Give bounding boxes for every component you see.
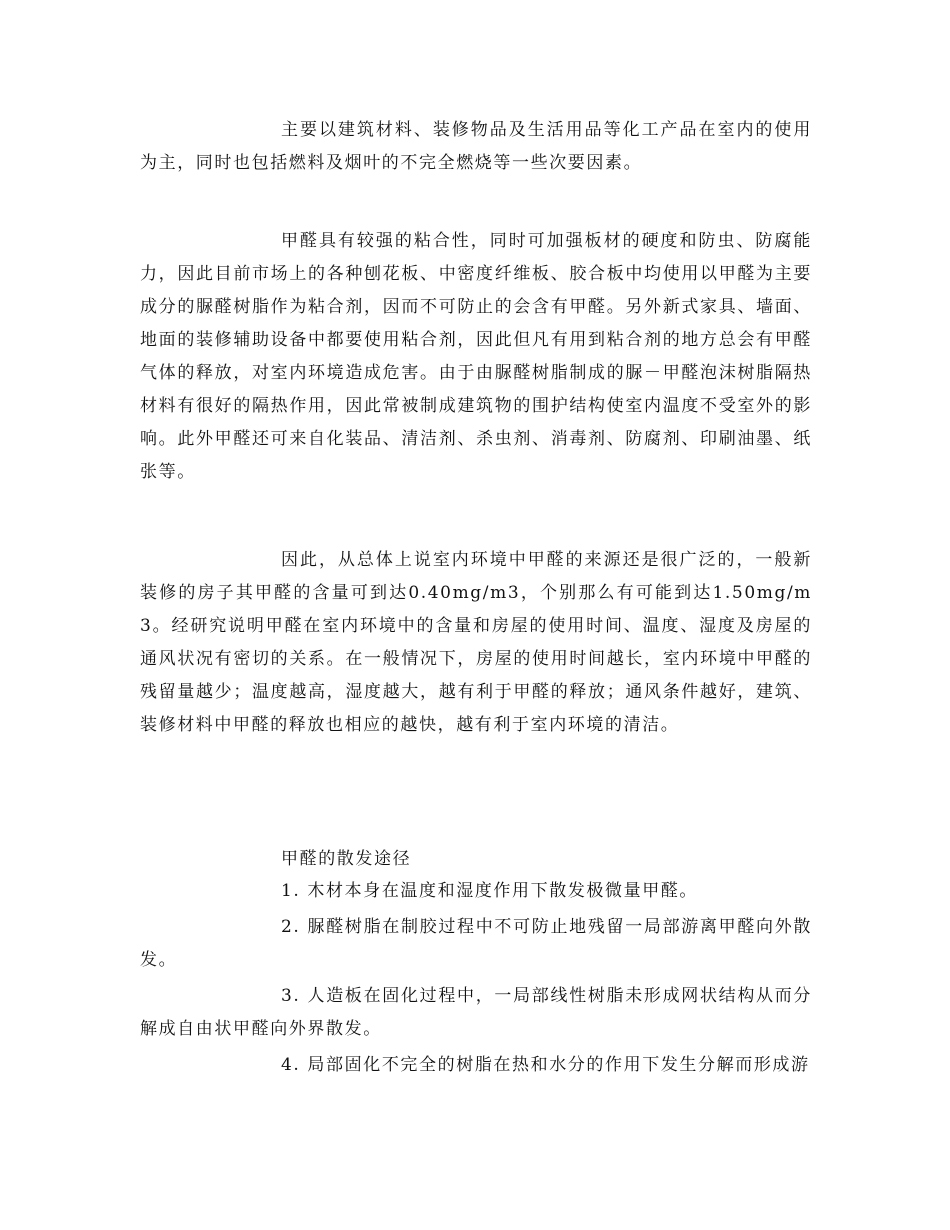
section-heading-block <box>140 843 812 876</box>
list-item: 1. 木材本身在温度和湿度作用下散发极微量甲醛。 <box>281 881 699 901</box>
list-item: 2. 脲醛树脂在制胶过程中不可防止地残留一局部游离甲醛向外散发。 <box>140 917 812 970</box>
list-item: 4. 局部固化不完全的树脂在热和水分的作用下发生分解而形成游 <box>281 1055 810 1075</box>
list-item: 3. 人造板在固化过程中，一局部线性树脂未形成网状结构从而分解成自由状甲醛向外界散发。 <box>140 986 812 1039</box>
paragraph-text: 因此，从总体上说室内环境中甲醛的来源还是很广泛的，一般新装修的房子其甲醛的含量可到达0.40mg/m3，个别那么有可能到达1.50mg/m3。经研究说明甲醛在室内环境中的含量和房屋的使用时间、温度、湿度及房屋的通风状况有密切的关系。在一般情况下，房屋的使用时间越长，室内环境中甲醛的残留量越少；温度越高，湿度越大，越有利于甲醛的释放；通风条件越好，建筑、装修材料中甲醛的释放也相应的越快，越有利于室内环境的清洁。 <box>140 550 812 735</box>
section-heading: 甲醛的散发途径 <box>281 849 412 869</box>
paragraph-adhesive-usage <box>140 225 812 489</box>
emission-list <box>140 875 812 1085</box>
paragraph-text: 主要以建筑材料、装修物品及生活用品等化工产品在室内的使用为主，同时也包括燃料及烟叶的不完全燃烧等一些次要因素。 <box>140 120 812 173</box>
paragraph-sources-intro <box>140 114 812 180</box>
paragraph-text: 甲醛具有较强的粘合性，同时可加强板材的硬度和防虫、防腐能力，因此目前市场上的各种刨花板、中密度纤维板、胶合板中均使用以甲醛为主要成分的脲醛树脂作为粘合剂，因而不可防止的会含有甲醛。另外新式家具、墙面、地面的装修辅助设备中都要使用粘合剂，因此但凡有用到粘合剂的地方总会有甲醛气体的释放，对室内环境造成危害。由于由脲醛树脂制成的脲－甲醛泡沫树脂隔热材料有很好的隔热作用，因此常被制成建筑物的围护结构使室内温度不受室外的影响。此外甲醛还可来自化装品、清洁剂、杀虫剂、消毒剂、防腐剂、印刷油墨、纸张等。 <box>140 231 812 482</box>
paragraph-concentration-factors <box>140 544 812 742</box>
